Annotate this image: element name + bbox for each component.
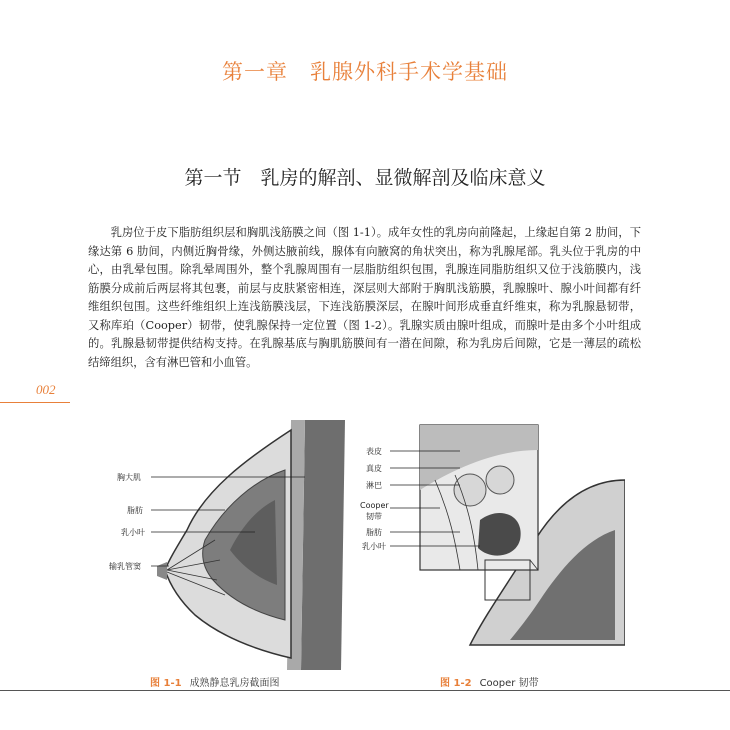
label-fat: 脂肪	[366, 528, 382, 537]
figure-breast-cross-section	[105, 420, 365, 670]
label-pectoralis: 胸大肌	[117, 473, 141, 482]
figure-cooper-ligament	[360, 420, 625, 670]
figure2-caption	[440, 674, 539, 689]
page-number: 002	[36, 382, 56, 397]
label-ligament: 韧带	[366, 512, 382, 521]
label-fat: 脂肪	[127, 506, 143, 515]
label-epidermis: 表皮	[366, 447, 382, 456]
page-number-rule	[0, 402, 70, 403]
label-lactiferous-sinus: 输乳管窦	[109, 562, 141, 571]
chapter-title: 第一章 乳腺外科手术学基础	[222, 60, 508, 84]
label-lobule: 乳小叶	[121, 528, 145, 537]
label-dermis: 真皮	[366, 464, 382, 473]
breast-cross-section-illustration	[105, 420, 365, 670]
bottom-rule	[0, 690, 730, 691]
nipple-shape	[157, 562, 167, 580]
figure2-caption-text: Cooper 韧带	[479, 678, 539, 689]
label-cooper: Cooper	[360, 501, 389, 510]
figure1-caption-number: 图 1-1	[150, 678, 182, 689]
body-paragraph: 乳房位于皮下脂肪组织层和胸肌浅筋膜之间（图 1-1）。成年女性的乳房向前隆起，上缘起自第 2 肋间，下缘达第 6 肋间，内侧近胸骨缘，外侧达腋前线，腺体有向腋窝的角状突出，称为乳腺尾部。乳头位于乳房的中心，由乳晕包围。除乳晕周围外，整个乳腺周围有一层脂肪组织包围，乳腺连同脂肪组织又位于浅筋膜内，浅筋膜分成前后两层将其包裹，前层与皮肤紧密相连，深层则大部附于胸肌浅筋膜，乳腺腺叶、腺小叶间都有纤维组织包围。这些纤维组织上连浅筋膜浅层，下连浅筋膜深层，在腺叶间形成垂直纤维束，称为乳腺悬韧带，又称库珀（Cooper）韧带，使乳腺保持一定位置（图 1-2）。乳腺实质由腺叶组成，而腺叶是由多个小叶组成的。乳腺悬韧带提供结构支持。在乳腺基底与胸肌筋膜间有一潜在间隙，称为乳房后间隙，它是一薄层的疏松结缔组织，含有淋巴管和小血管。	[88, 226, 641, 369]
figure2-caption-number: 图 1-2	[440, 678, 472, 689]
inset-lobule-shape	[478, 513, 521, 556]
figure1-caption	[150, 674, 280, 689]
cooper-ligament-illustration	[360, 420, 625, 670]
section-title: 第一节 乳房的解剖、显微解剖及临床意义	[184, 167, 546, 189]
label-lymph: 淋巴	[366, 481, 382, 490]
figure1-caption-text: 成熟静息乳房截面图	[189, 678, 280, 689]
inset-fat-shape	[454, 474, 486, 506]
chest-wall-shape	[301, 420, 345, 670]
label-lobule: 乳小叶	[362, 542, 386, 551]
